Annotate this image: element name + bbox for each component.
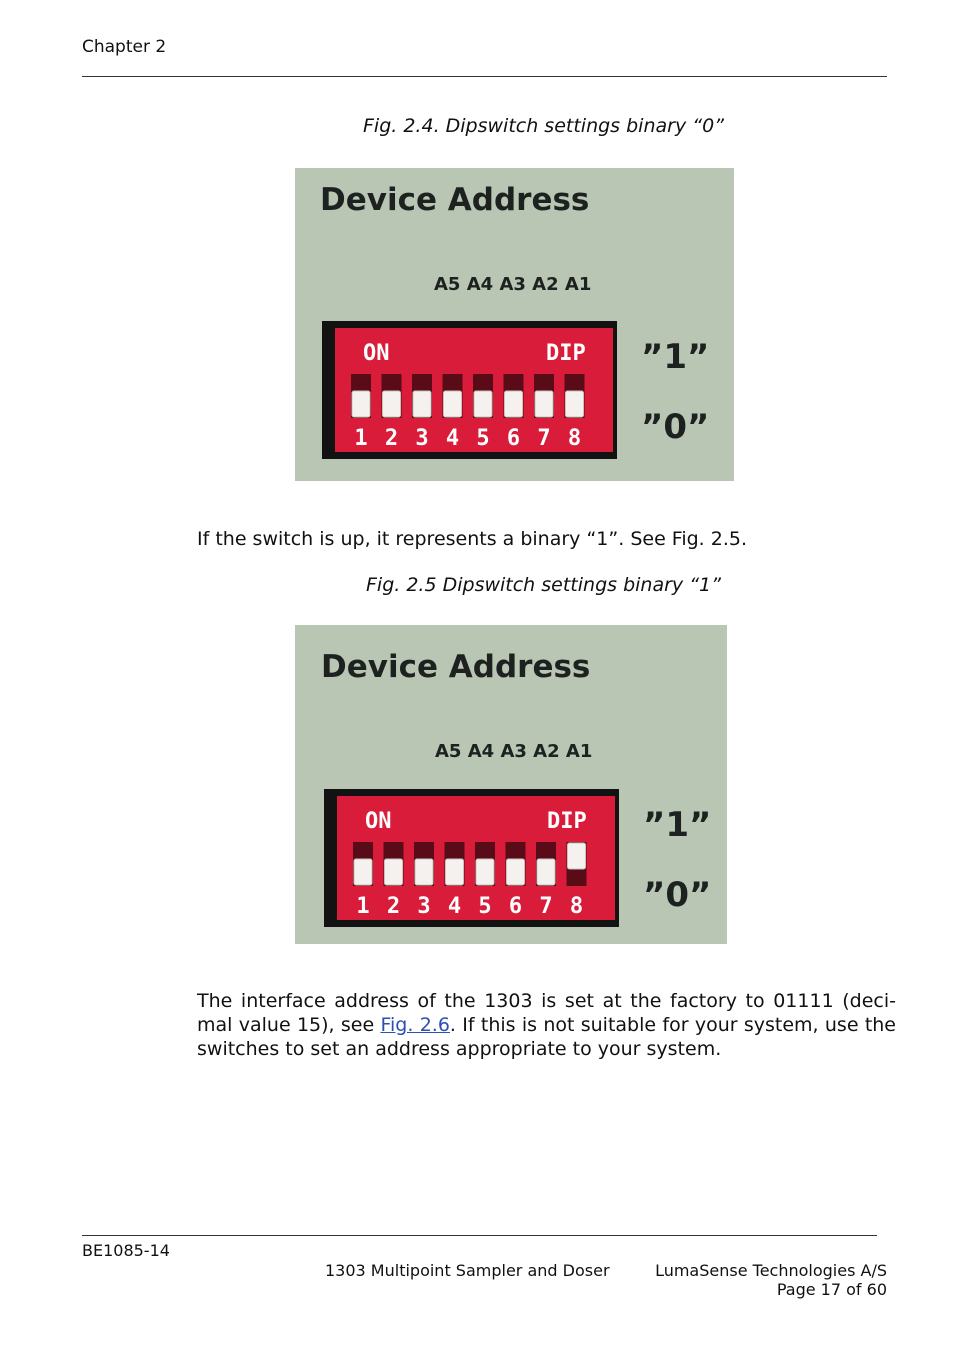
footer-divider [82,1235,877,1236]
chapter-label: Chapter 2 [82,37,167,57]
switch-number: 4 [445,426,460,451]
device-address-title: Device Address [321,649,591,685]
switch-lever-7 [535,391,553,417]
switch-lever-1 [354,859,372,885]
switch-number: 6 [506,426,521,451]
switch-lever-6 [507,859,525,885]
switch-number: 5 [476,426,490,451]
switch-lever-2 [385,859,403,885]
address-labels: A5 A4 A3 A2 A1 [434,274,592,295]
dip-on-label: ON [363,341,390,366]
dipswitch-photo-binary-0 [295,168,734,481]
dip-brand-label: DIP [547,809,587,834]
value-zero-label: ”0” [641,407,710,447]
switch-lever-5 [476,859,494,885]
switch-lever-5 [474,391,492,417]
fig-2-6-link[interactable]: Fig. 2.6 [380,1014,450,1036]
value-one-label: ”1” [641,337,710,377]
switch-lever-7 [537,859,555,885]
switch-number: 7 [537,426,551,451]
figure-caption-2-4: Fig. 2.4. Dipswitch settings binary “0” [363,115,725,137]
company-name: LumaSense Technologies A/S [655,1261,887,1280]
header-divider [82,76,887,77]
switch-number: 5 [478,894,492,919]
switch-lever-6 [505,391,523,417]
dip-brand-label: DIP [546,341,586,366]
switch-lever-8 [568,843,586,869]
switch-lever-1 [352,391,370,417]
figure-caption-2-5: Fig. 2.5 Dipswitch settings binary “1” [366,574,721,596]
device-address-title: Device Address [320,182,590,218]
switch-number: 7 [539,894,553,919]
dip-on-label: ON [365,809,392,834]
paragraph-switch-up: If the switch is up, it represents a binary “1”. See Fig. 2.5. [197,528,748,550]
switch-lever-2 [383,391,401,417]
switch-number: 2 [386,894,401,919]
switch-number: 4 [447,894,462,919]
switch-lever-8 [566,391,584,417]
switch-number: 8 [567,426,582,451]
value-one-label: ”1” [643,805,712,845]
paragraph-text-end: . If this is not suitable for your system, use the switches to set an address appropriate to your system. [197,1014,896,1060]
switch-number: 8 [569,894,584,919]
switch-number: 3 [417,894,431,919]
switch-lever-3 [415,859,433,885]
switch-number: 3 [415,426,429,451]
switch-lever-4 [446,859,464,885]
switch-number: 1 [356,894,370,919]
dipswitch-photo-binary-1 [295,625,727,944]
paragraph-interface-address [197,989,896,1061]
switch-number: 6 [508,894,523,919]
product-name: 1303 Multipoint Sampler and Doser [325,1261,610,1280]
page-number: Page 17 of 60 [776,1280,887,1299]
switch-lever-4 [444,391,462,417]
value-zero-label: ”0” [643,875,712,915]
switch-lever-3 [413,391,431,417]
switch-number: 1 [354,426,368,451]
doc-code: BE1085-14 [82,1241,170,1260]
address-labels: A5 A4 A3 A2 A1 [435,741,593,762]
switch-number: 2 [384,426,399,451]
paragraph-text-start: The interface address of the 1303 is set at the factory to 01111 (deci-mal value 15), see [197,990,896,1036]
